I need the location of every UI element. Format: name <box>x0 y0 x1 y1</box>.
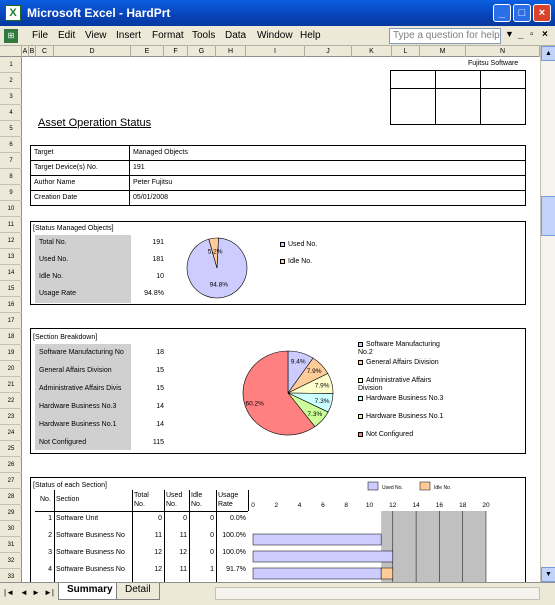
tab-detail[interactable]: Detail <box>116 583 160 600</box>
section-label: Hardware Business No.3 <box>39 403 117 410</box>
menu-insert[interactable]: Insert <box>116 30 142 41</box>
scroll-down-icon[interactable]: ▼ <box>541 567 555 582</box>
row-rate: 100.0% <box>222 532 246 539</box>
row-header[interactable]: 2 <box>0 73 22 89</box>
col-no: No. <box>40 496 51 503</box>
row-header[interactable]: 25 <box>0 441 22 457</box>
row-headers <box>0 57 22 582</box>
legend-entry <box>358 359 453 367</box>
row-section: Software Business No <box>56 532 125 539</box>
pie-label: 5.2% <box>207 248 223 256</box>
row-header[interactable]: 8 <box>0 169 22 185</box>
help-search-input[interactable]: Type a question for help <box>389 28 501 44</box>
row-no: 4 <box>48 566 52 573</box>
section-value: 115 <box>152 439 164 446</box>
row-header[interactable]: 7 <box>0 153 22 169</box>
pie-label: 9.4% <box>290 358 306 366</box>
table-divider <box>216 490 217 582</box>
legend-label: General Affairs Division <box>366 359 439 366</box>
column-header[interactable]: H <box>216 46 246 57</box>
row-section: Software Business No <box>56 549 125 556</box>
row-used: 12 <box>179 549 187 556</box>
col-used: Used No. <box>166 492 183 508</box>
row-total: 12 <box>154 549 162 556</box>
row-total: 0 <box>158 515 162 522</box>
row-header[interactable]: 3 <box>0 89 22 105</box>
row-header[interactable]: 17 <box>0 313 22 329</box>
row-header[interactable]: 22 <box>0 393 22 409</box>
legend-entry <box>280 241 375 249</box>
legend-entry <box>358 341 453 357</box>
excel-app-icon: X <box>5 5 21 21</box>
column-header[interactable]: J <box>305 46 352 57</box>
col-section: Section <box>56 496 80 503</box>
x-tick-label: 14 <box>412 502 420 509</box>
bar-legend-label: Used No. <box>382 485 403 491</box>
column-header[interactable]: M <box>420 46 466 57</box>
row-header[interactable]: 24 <box>0 425 22 441</box>
section-pie-chart[interactable] <box>210 337 360 447</box>
col-rate: Usage Rate <box>218 492 239 508</box>
bar <box>253 568 381 579</box>
doc-close-button[interactable]: × <box>542 29 548 40</box>
table-divider <box>54 490 55 582</box>
menu-view[interactable]: View <box>85 30 107 41</box>
x-tick-label: 18 <box>459 502 467 509</box>
menu-window[interactable]: Window <box>257 30 293 41</box>
vertical-scrollbar[interactable] <box>540 46 555 582</box>
table-divider <box>164 490 165 582</box>
tab-summary[interactable]: Summary <box>58 583 122 600</box>
info-label: Target <box>34 149 54 156</box>
row-used: 0 <box>183 515 187 522</box>
row-no: 1 <box>48 515 52 522</box>
column-header[interactable]: G <box>188 46 216 57</box>
info-divider <box>30 190 526 191</box>
horizontal-scrollbar[interactable] <box>215 587 540 600</box>
x-tick-label: 12 <box>389 502 397 509</box>
report-title: Asset Operation Status <box>38 117 152 129</box>
row-header[interactable]: 29 <box>0 505 22 521</box>
menu-tools[interactable]: Tools <box>192 30 216 41</box>
pie-label: 60.2% <box>245 400 264 408</box>
row-header[interactable]: 32 <box>0 553 22 569</box>
x-tick-label: 10 <box>365 502 374 509</box>
legend-entry <box>358 431 453 439</box>
row-total: 11 <box>154 532 162 539</box>
row-total: 12 <box>154 566 162 573</box>
status-label: Usage Rate <box>39 290 76 297</box>
bar <box>253 534 381 545</box>
status-pie-chart[interactable] <box>172 233 262 303</box>
row-header[interactable]: 5 <box>0 121 22 137</box>
row-header[interactable]: 23 <box>0 409 22 425</box>
minimize-button[interactable]: _ <box>493 4 511 22</box>
bar-legend-swatch <box>420 482 430 490</box>
each-header: [Status of each Section] <box>33 482 107 489</box>
pie-label: 7.9% <box>306 368 322 376</box>
column-header[interactable]: F <box>164 46 188 57</box>
row-section: Software Unit <box>56 515 99 522</box>
info-label: Target Device(s) No. <box>34 164 98 171</box>
section-value: 14 <box>156 403 164 410</box>
x-tick-label: 6 <box>321 502 325 509</box>
table-divider <box>189 490 190 582</box>
row-header[interactable]: 6 <box>0 137 22 153</box>
column-header[interactable]: K <box>352 46 392 57</box>
pie-label: 7.3% <box>307 411 323 419</box>
title-bar <box>0 0 555 26</box>
row-header[interactable]: 20 <box>0 361 22 377</box>
legend-swatch <box>358 414 363 419</box>
column-header[interactable]: E <box>131 46 164 57</box>
status-value: 10 <box>156 273 164 280</box>
legend-swatch <box>358 360 363 365</box>
prev-sheet-icon[interactable]: ◄ <box>20 588 28 597</box>
section-value: 18 <box>156 349 164 356</box>
info-divider <box>30 160 526 161</box>
legend-entry <box>358 395 453 403</box>
column-header[interactable]: I <box>246 46 305 57</box>
legend-label: Hardware Business No.1 <box>366 413 444 420</box>
x-tick-label: 0 <box>251 502 255 509</box>
legend-swatch <box>358 432 363 437</box>
bar-legend-swatch <box>368 482 378 490</box>
pie-label: 7.9% <box>314 382 330 390</box>
info-value: 191 <box>133 164 145 171</box>
section-label: General Affairs Division <box>39 367 112 374</box>
bar <box>381 568 393 579</box>
col-idle: Idle No. <box>191 492 203 508</box>
menu-format[interactable]: Format <box>152 30 184 41</box>
pie-label: 7.3% <box>314 397 330 405</box>
legend-label: Hardware Business No.3 <box>366 395 444 402</box>
row-section: Software Business No <box>56 566 125 573</box>
doc-minimize-button[interactable]: _ <box>518 29 524 40</box>
row-header[interactable]: 18 <box>0 329 22 345</box>
column-header[interactable]: L <box>392 46 420 57</box>
status-label: Idle No. <box>39 273 64 280</box>
column-headers <box>0 46 540 57</box>
status-label: Used No. <box>39 256 69 263</box>
status-header: [Status Managed Objects] <box>33 225 114 232</box>
worksheet[interactable] <box>22 57 540 582</box>
row-header[interactable]: 13 <box>0 249 22 265</box>
menu-file[interactable]: File <box>32 30 49 41</box>
legend-label: Idle No. <box>288 258 313 265</box>
row-idle: 0 <box>210 549 214 556</box>
legend-label: Used No. <box>288 241 318 248</box>
legend-entry <box>358 377 453 393</box>
pie-label: 94.8% <box>209 281 229 289</box>
status-value: 94.8% <box>144 290 164 297</box>
row-no: 2 <box>48 532 52 539</box>
section-label: Software Manufacturing No <box>39 349 124 356</box>
column-header[interactable]: A <box>22 48 28 55</box>
workbook-icon[interactable]: ⊞ <box>4 29 18 43</box>
legend-swatch <box>358 342 363 347</box>
legend-entry <box>358 413 453 421</box>
legend-swatch <box>358 396 363 401</box>
menu-data[interactable]: Data <box>225 30 247 41</box>
status-label: Total No. <box>39 239 67 246</box>
row-rate: 91.7% <box>226 566 246 573</box>
row-idle: 0 <box>210 515 214 522</box>
column-header[interactable]: N <box>466 46 540 57</box>
info-label: Creation Date <box>34 194 78 201</box>
info-value: Managed Objects <box>133 149 188 156</box>
row-header[interactable]: 21 <box>0 377 22 393</box>
last-sheet-icon[interactable]: ►| <box>44 588 54 597</box>
legend-swatch <box>280 259 285 264</box>
x-tick-label: 8 <box>344 502 349 509</box>
section-label: Not Configured <box>39 439 87 446</box>
row-no: 3 <box>48 549 52 556</box>
section-label-bg <box>35 344 131 450</box>
menu-bar <box>0 26 555 46</box>
company-name: Fujitsu Software <box>468 60 519 67</box>
row-header[interactable]: 30 <box>0 521 22 537</box>
row-rate: 0.0% <box>230 515 246 522</box>
column-header[interactable]: D <box>54 46 131 57</box>
x-tick-label: 16 <box>435 502 444 509</box>
row-idle: 0 <box>210 532 214 539</box>
row-rate: 100.0% <box>222 549 246 556</box>
doc-restore-button[interactable]: ▫ <box>530 29 534 40</box>
row-header[interactable]: 16 <box>0 297 22 313</box>
row-used: 11 <box>179 566 187 573</box>
row-header[interactable]: 4 <box>0 105 22 121</box>
maximize-button[interactable]: □ <box>513 4 531 22</box>
row-header[interactable]: 27 <box>0 473 22 489</box>
row-header[interactable]: 1 <box>0 57 22 73</box>
row-header[interactable]: 33 <box>0 569 22 585</box>
row-header[interactable]: 31 <box>0 537 22 553</box>
info-value: Peter Fujitsu <box>133 179 173 186</box>
stamp-divider <box>435 70 436 125</box>
legend-entry <box>280 258 375 266</box>
close-button[interactable]: × <box>533 4 551 22</box>
info-divider <box>30 175 526 176</box>
section-header: [Section Breakdown] <box>33 334 98 341</box>
window-title: Microsoft Excel - HardPrt <box>27 6 171 20</box>
status-value: 181 <box>152 256 164 263</box>
stamp-divider <box>390 88 526 89</box>
row-header[interactable]: 14 <box>0 265 22 281</box>
legend-label: Not Configured <box>366 431 414 438</box>
bar-legend-label: Idle No. <box>434 485 452 491</box>
sheet-tab-bar <box>0 582 555 605</box>
row-header[interactable]: 28 <box>0 489 22 505</box>
info-label: Author Name <box>34 179 76 186</box>
column-header[interactable]: B <box>29 48 35 55</box>
row-idle: 1 <box>210 566 214 573</box>
legend-swatch <box>280 242 285 247</box>
section-value: 15 <box>156 367 164 374</box>
next-sheet-icon[interactable]: ► <box>32 588 40 597</box>
section-label: Administrative Affairs Divis <box>39 385 122 392</box>
row-header[interactable]: 11 <box>0 217 22 233</box>
help-dropdown-icon[interactable]: ▼ <box>505 29 514 39</box>
row-header[interactable]: 15 <box>0 281 22 297</box>
row-header[interactable]: 26 <box>0 457 22 473</box>
x-tick-label: 4 <box>297 502 302 509</box>
menu-edit[interactable]: Edit <box>58 30 76 41</box>
stamp-divider <box>480 70 481 125</box>
section-bar-chart[interactable] <box>248 477 526 582</box>
col-total: Total No. <box>134 492 149 508</box>
section-label: Hardware Business No.1 <box>39 421 117 428</box>
scroll-thumb[interactable] <box>541 196 555 236</box>
info-value: 05/01/2008 <box>133 194 169 201</box>
row-header[interactable]: 9 <box>0 185 22 201</box>
stamp-box <box>390 70 526 125</box>
bar <box>253 551 393 562</box>
menu-help[interactable]: Help <box>300 30 321 41</box>
row-used: 11 <box>179 532 187 539</box>
x-tick-label: 20 <box>482 502 490 509</box>
first-sheet-icon[interactable]: |◄ <box>4 588 14 597</box>
section-value: 14 <box>156 421 164 428</box>
section-value: 15 <box>156 385 164 392</box>
scroll-up-icon[interactable]: ▲ <box>541 46 555 61</box>
legend-label: Administrative Affairs Division <box>358 377 432 392</box>
row-header[interactable]: 19 <box>0 345 22 361</box>
status-value: 191 <box>152 239 164 246</box>
x-tick-label: 2 <box>274 502 279 509</box>
select-all-corner[interactable] <box>0 46 22 57</box>
row-header[interactable]: 12 <box>0 233 22 249</box>
column-header[interactable]: C <box>36 46 54 57</box>
legend-label: Software Manufacturing No.2 <box>358 341 440 356</box>
row-header[interactable]: 10 <box>0 201 22 217</box>
legend-swatch <box>358 378 363 383</box>
